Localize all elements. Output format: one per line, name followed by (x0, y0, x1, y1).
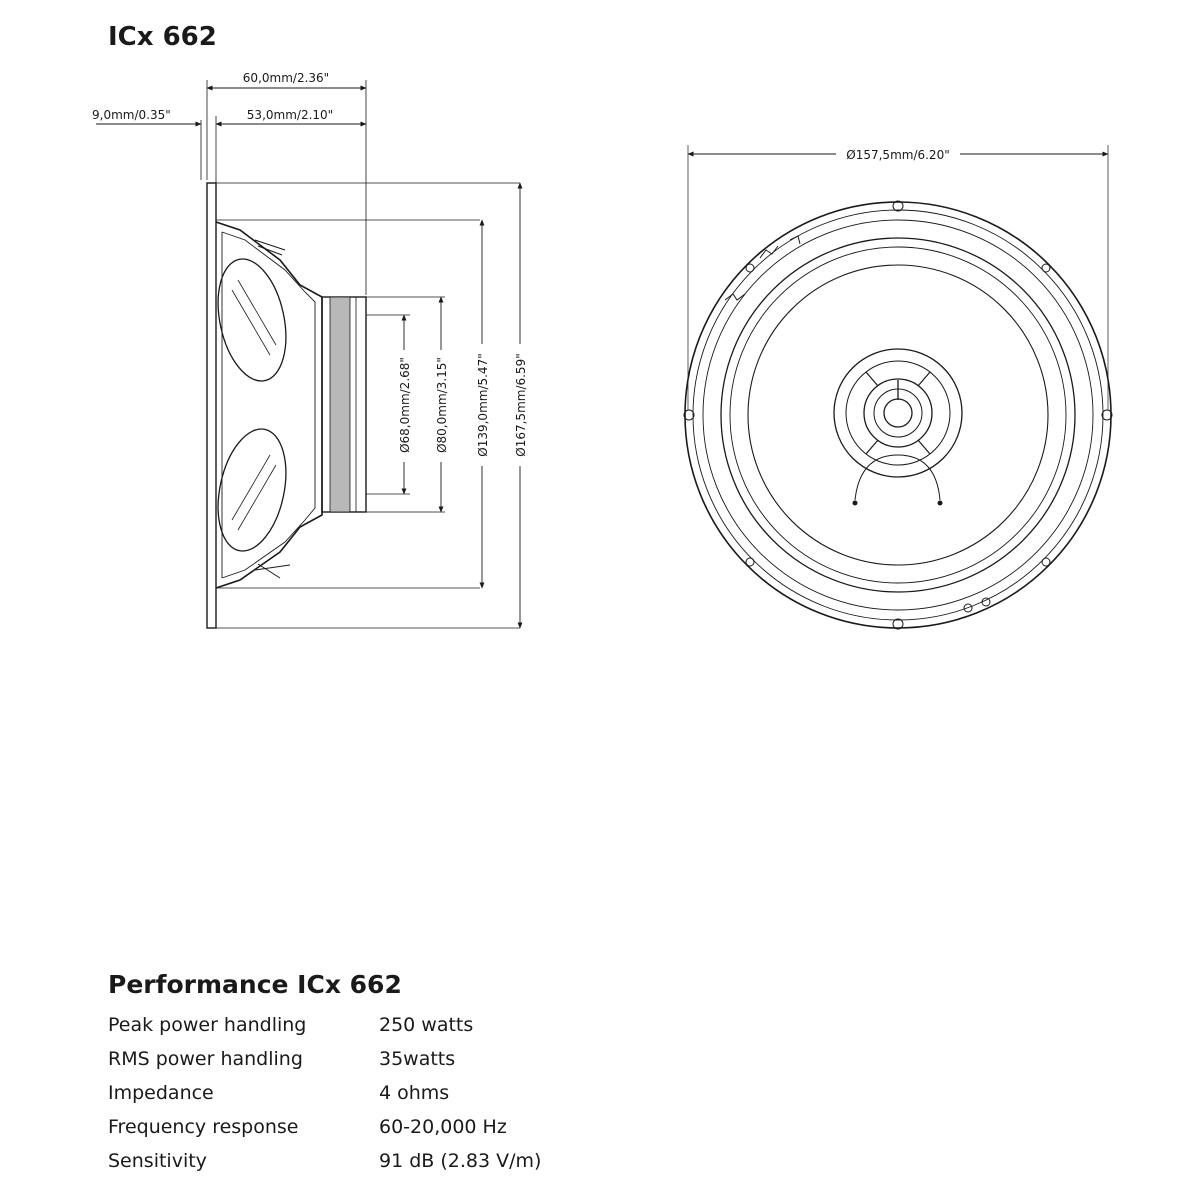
spec-label: Impedance (108, 1082, 214, 1104)
magnet-plate-diameter-label: Ø80,0mm/3.15" (435, 357, 449, 453)
spec-row (108, 1042, 541, 1076)
front-diameter-label: Ø157,5mm/6.20" (846, 148, 950, 162)
spec-value: 60-20,000 Hz (379, 1116, 507, 1138)
depth-basket-label: 53,0mm/2.10" (246, 108, 334, 122)
spec-row (108, 1110, 541, 1144)
front-view (684, 145, 1112, 629)
spec-row (108, 1144, 541, 1178)
flange-label: 9,0mm/0.35" (92, 108, 171, 122)
magnet-diameter-label: Ø68,0mm/2.68" (398, 357, 412, 453)
spec-row (108, 1076, 541, 1110)
spec-value: 4 ohms (379, 1082, 450, 1104)
spec-value: 250 watts (379, 1014, 474, 1036)
spec-row (108, 1008, 541, 1042)
performance-heading: Performance ICx 662 (108, 970, 402, 999)
spec-label: Sensitivity (108, 1150, 207, 1172)
spec-value: 91 dB (2.83 V/m) (379, 1150, 542, 1172)
spec-label: RMS power handling (108, 1048, 303, 1070)
product-title: ICx 662 (108, 22, 217, 52)
spec-label: Frequency response (108, 1116, 299, 1138)
spec-label: Peak power handling (108, 1014, 307, 1036)
spec-value: 35watts (379, 1048, 456, 1070)
depth-total-label: 60,0mm/2.36" (242, 71, 330, 85)
outer-diameter-side-label: Ø167,5mm/6.59" (514, 353, 528, 457)
performance-specs-table (108, 1008, 541, 1178)
cone-diameter-label: Ø139,0mm/5.47" (476, 353, 490, 457)
side-view (96, 80, 520, 628)
